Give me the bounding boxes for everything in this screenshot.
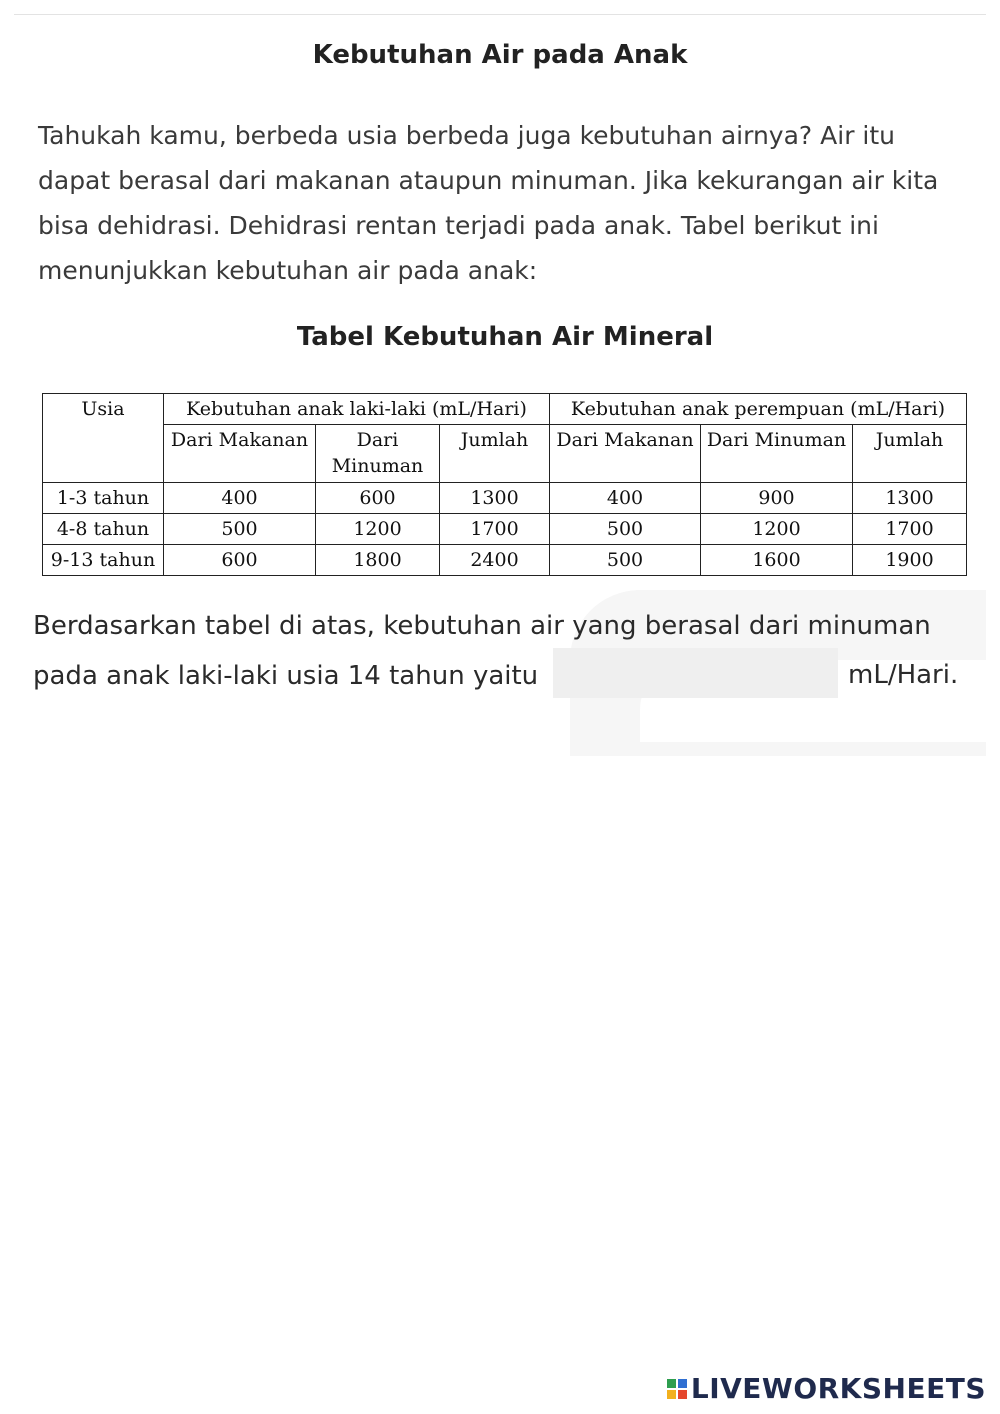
table-cell: 1300 — [853, 483, 967, 514]
age-header: Usia — [43, 394, 164, 483]
table-cell: 1700 — [853, 514, 967, 545]
table-cell: 1600 — [701, 545, 853, 576]
question-line-1: Berdasarkan tabel di atas, kebutuhan air yang berasal dari minuman — [33, 611, 931, 641]
girls-food-header: Dari Makanan — [550, 425, 701, 483]
table-header-row — [43, 394, 967, 425]
table-cell: 1800 — [316, 545, 440, 576]
table-cell: 1200 — [316, 514, 440, 545]
intro-paragraph: Tahukah kamu, berbeda usia berbeda juga kebutuhan airnya? Air itu dapat berasal dari makanan ataupun minuman. Jika kekurangan air kita bisa dehidrasi. Dehidrasi rentan terjadi pada anak. Tabel berikut ini menunjukkan kebutuhan air pada anak: — [38, 121, 939, 285]
table-cell: 600 — [164, 545, 316, 576]
table-cell: 1700 — [440, 514, 550, 545]
age-cell: 1-3 tahun — [43, 483, 164, 514]
boys-header: Kebutuhan anak laki-laki (mL/Hari) — [164, 394, 550, 425]
age-cell: 9-13 tahun — [43, 545, 164, 576]
table-cell: 1200 — [701, 514, 853, 545]
logo-square — [667, 1379, 676, 1388]
girls-drink-header: Dari Minuman — [701, 425, 853, 483]
table-cell: 2400 — [440, 545, 550, 576]
logo-square — [678, 1379, 687, 1388]
answer-unit: mL/Hari. — [848, 660, 959, 690]
boys-food-header: Dari Makanan — [164, 425, 316, 483]
logo-square — [667, 1390, 676, 1399]
girls-header: Kebutuhan anak perempuan (mL/Hari) — [550, 394, 967, 425]
table-title: Tabel Kebutuhan Air Mineral — [296, 322, 714, 352]
age-cell: 4-8 tahun — [43, 514, 164, 545]
question-line-2: pada anak laki-laki usia 14 tahun yaitu — [33, 661, 539, 691]
answer-input[interactable] — [553, 648, 838, 698]
table-cell: 400 — [550, 483, 701, 514]
logo-text: LIVEWORKSHEETS — [690, 1372, 986, 1405]
worksheet-title: Kebutuhan Air pada Anak — [312, 40, 688, 70]
table-row — [43, 514, 967, 545]
girls-total-header: Jumlah — [853, 425, 967, 483]
water-needs-table — [42, 393, 967, 576]
logo-square — [678, 1390, 687, 1399]
table-cell: 1300 — [440, 483, 550, 514]
table-subheader-row — [43, 425, 967, 483]
table-cell: 400 — [164, 483, 316, 514]
table-cell: 500 — [550, 545, 701, 576]
table-cell: 500 — [550, 514, 701, 545]
table-row — [43, 545, 967, 576]
logo-mark-icon — [667, 1379, 687, 1399]
boys-drink-header: Dari Minuman — [316, 425, 440, 483]
table-cell: 900 — [701, 483, 853, 514]
top-divider — [14, 14, 986, 15]
table-cell: 1900 — [853, 545, 967, 576]
table-cell: 600 — [316, 483, 440, 514]
boys-total-header: Jumlah — [440, 425, 550, 483]
table-row — [43, 483, 967, 514]
table-cell: 500 — [164, 514, 316, 545]
liveworksheets-logo — [667, 1372, 986, 1405]
